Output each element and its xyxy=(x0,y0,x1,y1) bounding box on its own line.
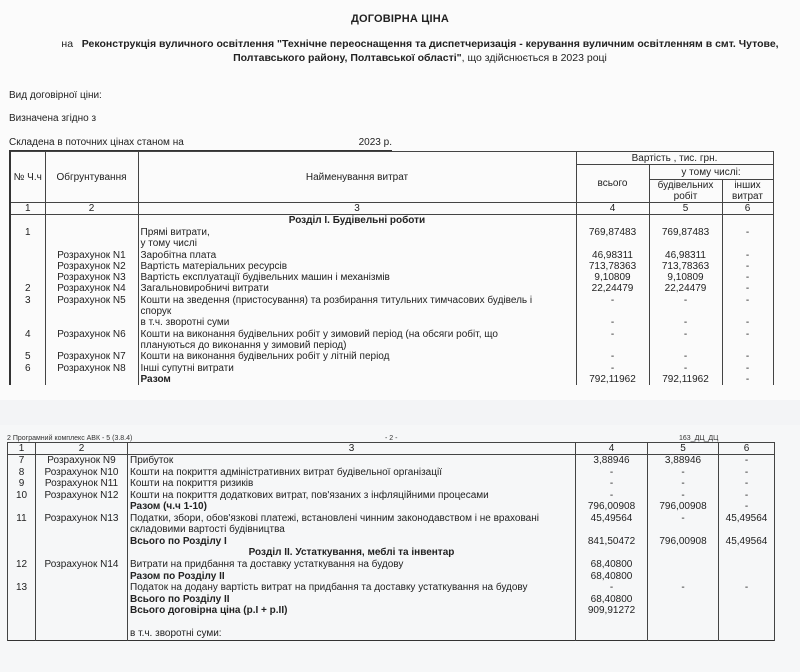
cost-table-page1 xyxy=(9,151,774,385)
header-name: Найменування витрат xyxy=(138,152,576,203)
table-row xyxy=(10,250,773,261)
row-construction: - xyxy=(649,363,722,374)
row-other: 45,49564 xyxy=(719,536,775,548)
row-basis xyxy=(45,340,138,351)
table-row xyxy=(10,340,773,351)
row-other: - xyxy=(722,351,773,362)
row-construction: - xyxy=(649,317,722,328)
row-other: - xyxy=(722,363,773,374)
row-total xyxy=(576,306,649,317)
row-number: 6 xyxy=(10,363,45,374)
table-row xyxy=(10,317,773,328)
row-name: Заробітна плата xyxy=(138,250,576,261)
row-basis xyxy=(36,501,128,513)
row-number xyxy=(8,617,36,629)
row-basis: Розрахунок N12 xyxy=(36,490,128,502)
row-basis: Розрахунок N11 xyxy=(36,478,128,490)
col-num: 2 xyxy=(45,203,138,215)
row-other xyxy=(722,238,773,249)
row-basis: Розрахунок N7 xyxy=(45,351,138,362)
row-basis xyxy=(45,374,138,385)
row-other: - xyxy=(722,261,773,272)
row-name: Разом (ч.ч 1-10) xyxy=(128,501,576,513)
table-row xyxy=(8,559,775,571)
column-numbers-row xyxy=(10,203,773,215)
col-num: 2 xyxy=(36,443,128,455)
document-code: 163_ДЦ_ДЦ xyxy=(679,435,719,442)
software-footer: 2 Програмний комплекс АВК - 5 (3.8.4) xyxy=(7,435,133,442)
row-number: 11 xyxy=(8,513,36,525)
row-number xyxy=(10,272,45,283)
table-row xyxy=(10,272,773,283)
row-total: - xyxy=(576,317,649,328)
row-basis xyxy=(45,306,138,317)
header-construction: будівельних робіт xyxy=(649,180,722,203)
table-row xyxy=(10,295,773,306)
row-number: 2 xyxy=(10,283,45,294)
row-basis: Розрахунок N14 xyxy=(36,559,128,571)
row-construction xyxy=(649,238,722,249)
row-name: Кошти на виконання будівельних робіт у літній період xyxy=(138,351,576,362)
table-row xyxy=(8,524,775,536)
row-construction xyxy=(648,594,719,606)
row-construction xyxy=(648,628,719,640)
row-construction: 9,10809 xyxy=(649,272,722,283)
row-number xyxy=(10,306,45,317)
row-number xyxy=(10,374,45,385)
row-name: Всього по Розділу ІІ xyxy=(128,594,576,606)
row-construction: - xyxy=(648,478,719,490)
column-numbers-row xyxy=(8,443,775,455)
row-other: - xyxy=(722,272,773,283)
row-total: 3,88946 xyxy=(576,455,648,467)
table-row xyxy=(8,467,775,479)
row-name: складовими вартості будівництва xyxy=(128,524,576,536)
row-total: 909,91272 xyxy=(576,605,648,617)
row-number: 13 xyxy=(8,582,36,594)
header-basis: Обгрунтування xyxy=(45,152,138,203)
row-total: 68,40800 xyxy=(576,559,648,571)
col-num: 3 xyxy=(128,443,576,455)
section-cell xyxy=(719,547,775,559)
section-row xyxy=(10,215,773,228)
row-number xyxy=(8,524,36,536)
row-name: в т.ч. зворотні суми xyxy=(138,317,576,328)
col-num: 6 xyxy=(722,203,773,215)
table-row xyxy=(10,238,773,249)
row-construction: 769,87483 xyxy=(649,227,722,238)
row-other: - xyxy=(719,478,775,490)
document-subtitle xyxy=(60,37,780,65)
row-total: 68,40800 xyxy=(576,594,648,606)
row-basis: Розрахунок N6 xyxy=(45,329,138,340)
row-number: 12 xyxy=(8,559,36,571)
row-other: - xyxy=(722,227,773,238)
row-basis: Розрахунок N5 xyxy=(45,295,138,306)
row-other xyxy=(722,306,773,317)
row-total: - xyxy=(576,478,648,490)
row-name xyxy=(128,617,576,629)
row-name: Вартість матеріальних ресурсів xyxy=(138,261,576,272)
col-num: 4 xyxy=(576,443,648,455)
table-row xyxy=(8,501,775,513)
table-row xyxy=(8,594,775,606)
row-number: 10 xyxy=(8,490,36,502)
header-other: інших витрат xyxy=(722,180,773,203)
row-other xyxy=(719,628,775,640)
section-row xyxy=(8,547,775,559)
row-number: 9 xyxy=(8,478,36,490)
row-name: Всього договірна ціна (р.І + р.ІІ) xyxy=(128,605,576,617)
row-other: - xyxy=(719,501,775,513)
row-other: - xyxy=(722,317,773,328)
header-no: № Ч.ч xyxy=(10,152,45,203)
determined-label: Визначена згідно з xyxy=(9,113,97,124)
row-other: - xyxy=(722,283,773,294)
section-cell xyxy=(576,215,649,228)
table-row xyxy=(10,374,773,385)
price-type-label: Вид договірної ціни: xyxy=(9,90,102,101)
table-row xyxy=(8,582,775,594)
row-number xyxy=(8,605,36,617)
page-2 xyxy=(0,425,800,672)
row-basis: Розрахунок N8 xyxy=(45,363,138,374)
row-construction xyxy=(648,524,719,536)
row-construction: - xyxy=(648,513,719,525)
row-total: - xyxy=(576,329,649,340)
col-num: 4 xyxy=(576,203,649,215)
table-row xyxy=(10,363,773,374)
table-row xyxy=(10,306,773,317)
row-construction xyxy=(648,605,719,617)
project-name: Реконструкція вуличного освітлення "Технічне переоснащення та диспетчеризація - керування вуличним освітленням в смт. Чутове, Полтавського району, Полтавської області" xyxy=(81,38,779,64)
row-number xyxy=(10,317,45,328)
row-total xyxy=(576,524,648,536)
row-number: 1 xyxy=(10,227,45,238)
row-construction: - xyxy=(648,490,719,502)
row-name: Прибуток xyxy=(128,455,576,467)
row-total: 45,49564 xyxy=(576,513,648,525)
row-name: спорук xyxy=(138,306,576,317)
row-construction: 796,00908 xyxy=(648,501,719,513)
row-other: 45,49564 xyxy=(719,513,775,525)
row-number xyxy=(8,536,36,548)
table-row xyxy=(8,478,775,490)
section-cell xyxy=(648,547,719,559)
composed-line xyxy=(9,137,392,151)
row-name: Витрати на придбання та доставку устаткування на будову xyxy=(128,559,576,571)
row-number xyxy=(10,250,45,261)
composed-year: 2023 р. xyxy=(358,137,392,148)
col-num: 3 xyxy=(138,203,576,215)
table-row xyxy=(8,605,775,617)
section-cell xyxy=(10,215,45,228)
col-num: 6 xyxy=(719,443,775,455)
row-basis: Розрахунок N10 xyxy=(36,467,128,479)
table-row xyxy=(10,261,773,272)
row-name: Разом xyxy=(138,374,576,385)
row-total xyxy=(576,628,648,640)
row-other: - xyxy=(722,374,773,385)
row-basis xyxy=(45,238,138,249)
row-construction: 792,11962 xyxy=(649,374,722,385)
row-number xyxy=(10,261,45,272)
subtitle-suffix: , що здійснюється в 2023 році xyxy=(461,52,607,64)
row-number xyxy=(10,238,45,249)
row-name: Інші супутні витрати xyxy=(138,363,576,374)
row-name: Кошти на покриття ризиків xyxy=(128,478,576,490)
row-number: 7 xyxy=(8,455,36,467)
row-construction xyxy=(649,340,722,351)
row-basis xyxy=(45,317,138,328)
row-name: Податки, збори, обов'язкові платежі, встановлені чинним законодавством і не враховані xyxy=(128,513,576,525)
row-total: 796,00908 xyxy=(576,501,648,513)
row-basis xyxy=(36,536,128,548)
row-other xyxy=(722,340,773,351)
row-total: 841,50472 xyxy=(576,536,648,548)
row-construction: 796,00908 xyxy=(648,536,719,548)
row-basis xyxy=(36,582,128,594)
row-construction: 3,88946 xyxy=(648,455,719,467)
cost-table-page2 xyxy=(7,442,775,641)
table-row xyxy=(10,283,773,294)
row-basis xyxy=(36,617,128,629)
row-total: 22,24479 xyxy=(576,283,649,294)
row-name: Кошти на покриття адміністративних витрат будівельної організації xyxy=(128,467,576,479)
section-cell xyxy=(36,547,128,559)
table-row xyxy=(8,571,775,583)
document-title: ДОГОВІРНА ЦІНА xyxy=(350,13,450,25)
row-basis: Розрахунок N9 xyxy=(36,455,128,467)
row-name: Загальновиробничі витрати xyxy=(138,283,576,294)
header-cost: Вартість , тис. грн. xyxy=(576,152,773,165)
row-construction xyxy=(648,559,719,571)
row-construction: - xyxy=(648,582,719,594)
row-number: 8 xyxy=(8,467,36,479)
row-name: Всього по Розділу І xyxy=(128,536,576,548)
row-basis xyxy=(36,571,128,583)
col-num: 5 xyxy=(648,443,719,455)
row-basis: Розрахунок N1 xyxy=(45,250,138,261)
row-basis: Розрахунок N2 xyxy=(45,261,138,272)
header-row xyxy=(10,152,773,165)
row-total: 68,40800 xyxy=(576,571,648,583)
page-number: - 2 - xyxy=(385,435,398,442)
row-name: в т.ч. зворотні суми: xyxy=(128,628,576,640)
section-cell xyxy=(576,547,648,559)
header-incl: у тому числі: xyxy=(649,165,773,180)
section-cell xyxy=(45,215,138,228)
composed-label: Складена в поточних цінах станом на xyxy=(9,137,184,148)
row-number xyxy=(8,594,36,606)
table-row xyxy=(8,513,775,525)
table-row xyxy=(10,227,773,238)
row-construction: - xyxy=(649,329,722,340)
row-number xyxy=(8,501,36,513)
table-row xyxy=(8,536,775,548)
row-other: - xyxy=(719,455,775,467)
col-num: 1 xyxy=(8,443,36,455)
row-construction: - xyxy=(649,295,722,306)
row-total: - xyxy=(576,467,648,479)
row-construction: - xyxy=(649,351,722,362)
row-construction: 22,24479 xyxy=(649,283,722,294)
row-other: - xyxy=(722,329,773,340)
row-basis xyxy=(36,628,128,640)
col-num: 1 xyxy=(10,203,45,215)
row-total xyxy=(576,340,649,351)
section-cell xyxy=(722,215,773,228)
row-total xyxy=(576,238,649,249)
row-other: - xyxy=(719,582,775,594)
row-name: Прямі витрати, xyxy=(138,227,576,238)
table-row xyxy=(10,351,773,362)
header-total: всього xyxy=(576,165,649,203)
row-number xyxy=(8,628,36,640)
row-name: Кошти на покриття додаткових витрат, пов'язаних з інфляційними процесами xyxy=(128,490,576,502)
section-cell xyxy=(8,547,36,559)
row-basis: Розрахунок N4 xyxy=(45,283,138,294)
row-number xyxy=(8,571,36,583)
row-other xyxy=(719,605,775,617)
table-row xyxy=(8,617,775,629)
row-name: Разом по Розділу ІІ xyxy=(128,571,576,583)
row-basis xyxy=(36,605,128,617)
row-number: 5 xyxy=(10,351,45,362)
row-total: - xyxy=(576,351,649,362)
row-total: 713,78363 xyxy=(576,261,649,272)
row-basis: Розрахунок N3 xyxy=(45,272,138,283)
section-1-title: Розділ І. Будівельні роботи xyxy=(138,215,576,228)
row-basis xyxy=(36,594,128,606)
row-name: у тому числі xyxy=(138,238,576,249)
col-num: 5 xyxy=(649,203,722,215)
row-other xyxy=(719,571,775,583)
row-other xyxy=(719,617,775,629)
table-row xyxy=(8,628,775,640)
row-basis: Розрахунок N13 xyxy=(36,513,128,525)
row-name: Вартість експлуатації будівельних машин і механізмів xyxy=(138,272,576,283)
row-name: Кошти на зведення (пристосування) та розбирання титульних тимчасових будівель і xyxy=(138,295,576,306)
row-basis xyxy=(45,227,138,238)
row-other xyxy=(719,524,775,536)
row-total: 46,98311 xyxy=(576,250,649,261)
row-construction: 46,98311 xyxy=(649,250,722,261)
row-construction xyxy=(648,571,719,583)
row-total: - xyxy=(576,490,648,502)
row-number: 4 xyxy=(10,329,45,340)
row-number: 3 xyxy=(10,295,45,306)
row-total: - xyxy=(576,363,649,374)
section-2-title: Розділ ІІ. Устаткування, меблі та інвентар xyxy=(128,547,576,559)
row-basis xyxy=(36,524,128,536)
row-total xyxy=(576,617,648,629)
row-total: 769,87483 xyxy=(576,227,649,238)
table-row xyxy=(8,455,775,467)
row-number xyxy=(10,340,45,351)
row-total: 9,10809 xyxy=(576,272,649,283)
row-other: - xyxy=(722,295,773,306)
row-name: Податок на додану вартість витрат на придбання та доставку устаткування на будову xyxy=(128,582,576,594)
row-total: - xyxy=(576,295,649,306)
row-other: - xyxy=(719,467,775,479)
row-name: плануються до виконання у зимовий період) xyxy=(138,340,576,351)
row-construction: 713,78363 xyxy=(649,261,722,272)
row-construction xyxy=(649,306,722,317)
row-construction: - xyxy=(648,467,719,479)
row-other: - xyxy=(722,250,773,261)
table-row xyxy=(10,329,773,340)
row-other xyxy=(719,594,775,606)
subtitle-prefix: на xyxy=(61,38,74,50)
row-other xyxy=(719,559,775,571)
row-other: - xyxy=(719,490,775,502)
row-name: Кошти на виконання будівельних робіт у зимовий період (на обсяги робіт, що xyxy=(138,329,576,340)
row-total: - xyxy=(576,582,648,594)
row-construction xyxy=(648,617,719,629)
table-row xyxy=(8,490,775,502)
row-total: 792,11962 xyxy=(576,374,649,385)
section-cell xyxy=(649,215,722,228)
